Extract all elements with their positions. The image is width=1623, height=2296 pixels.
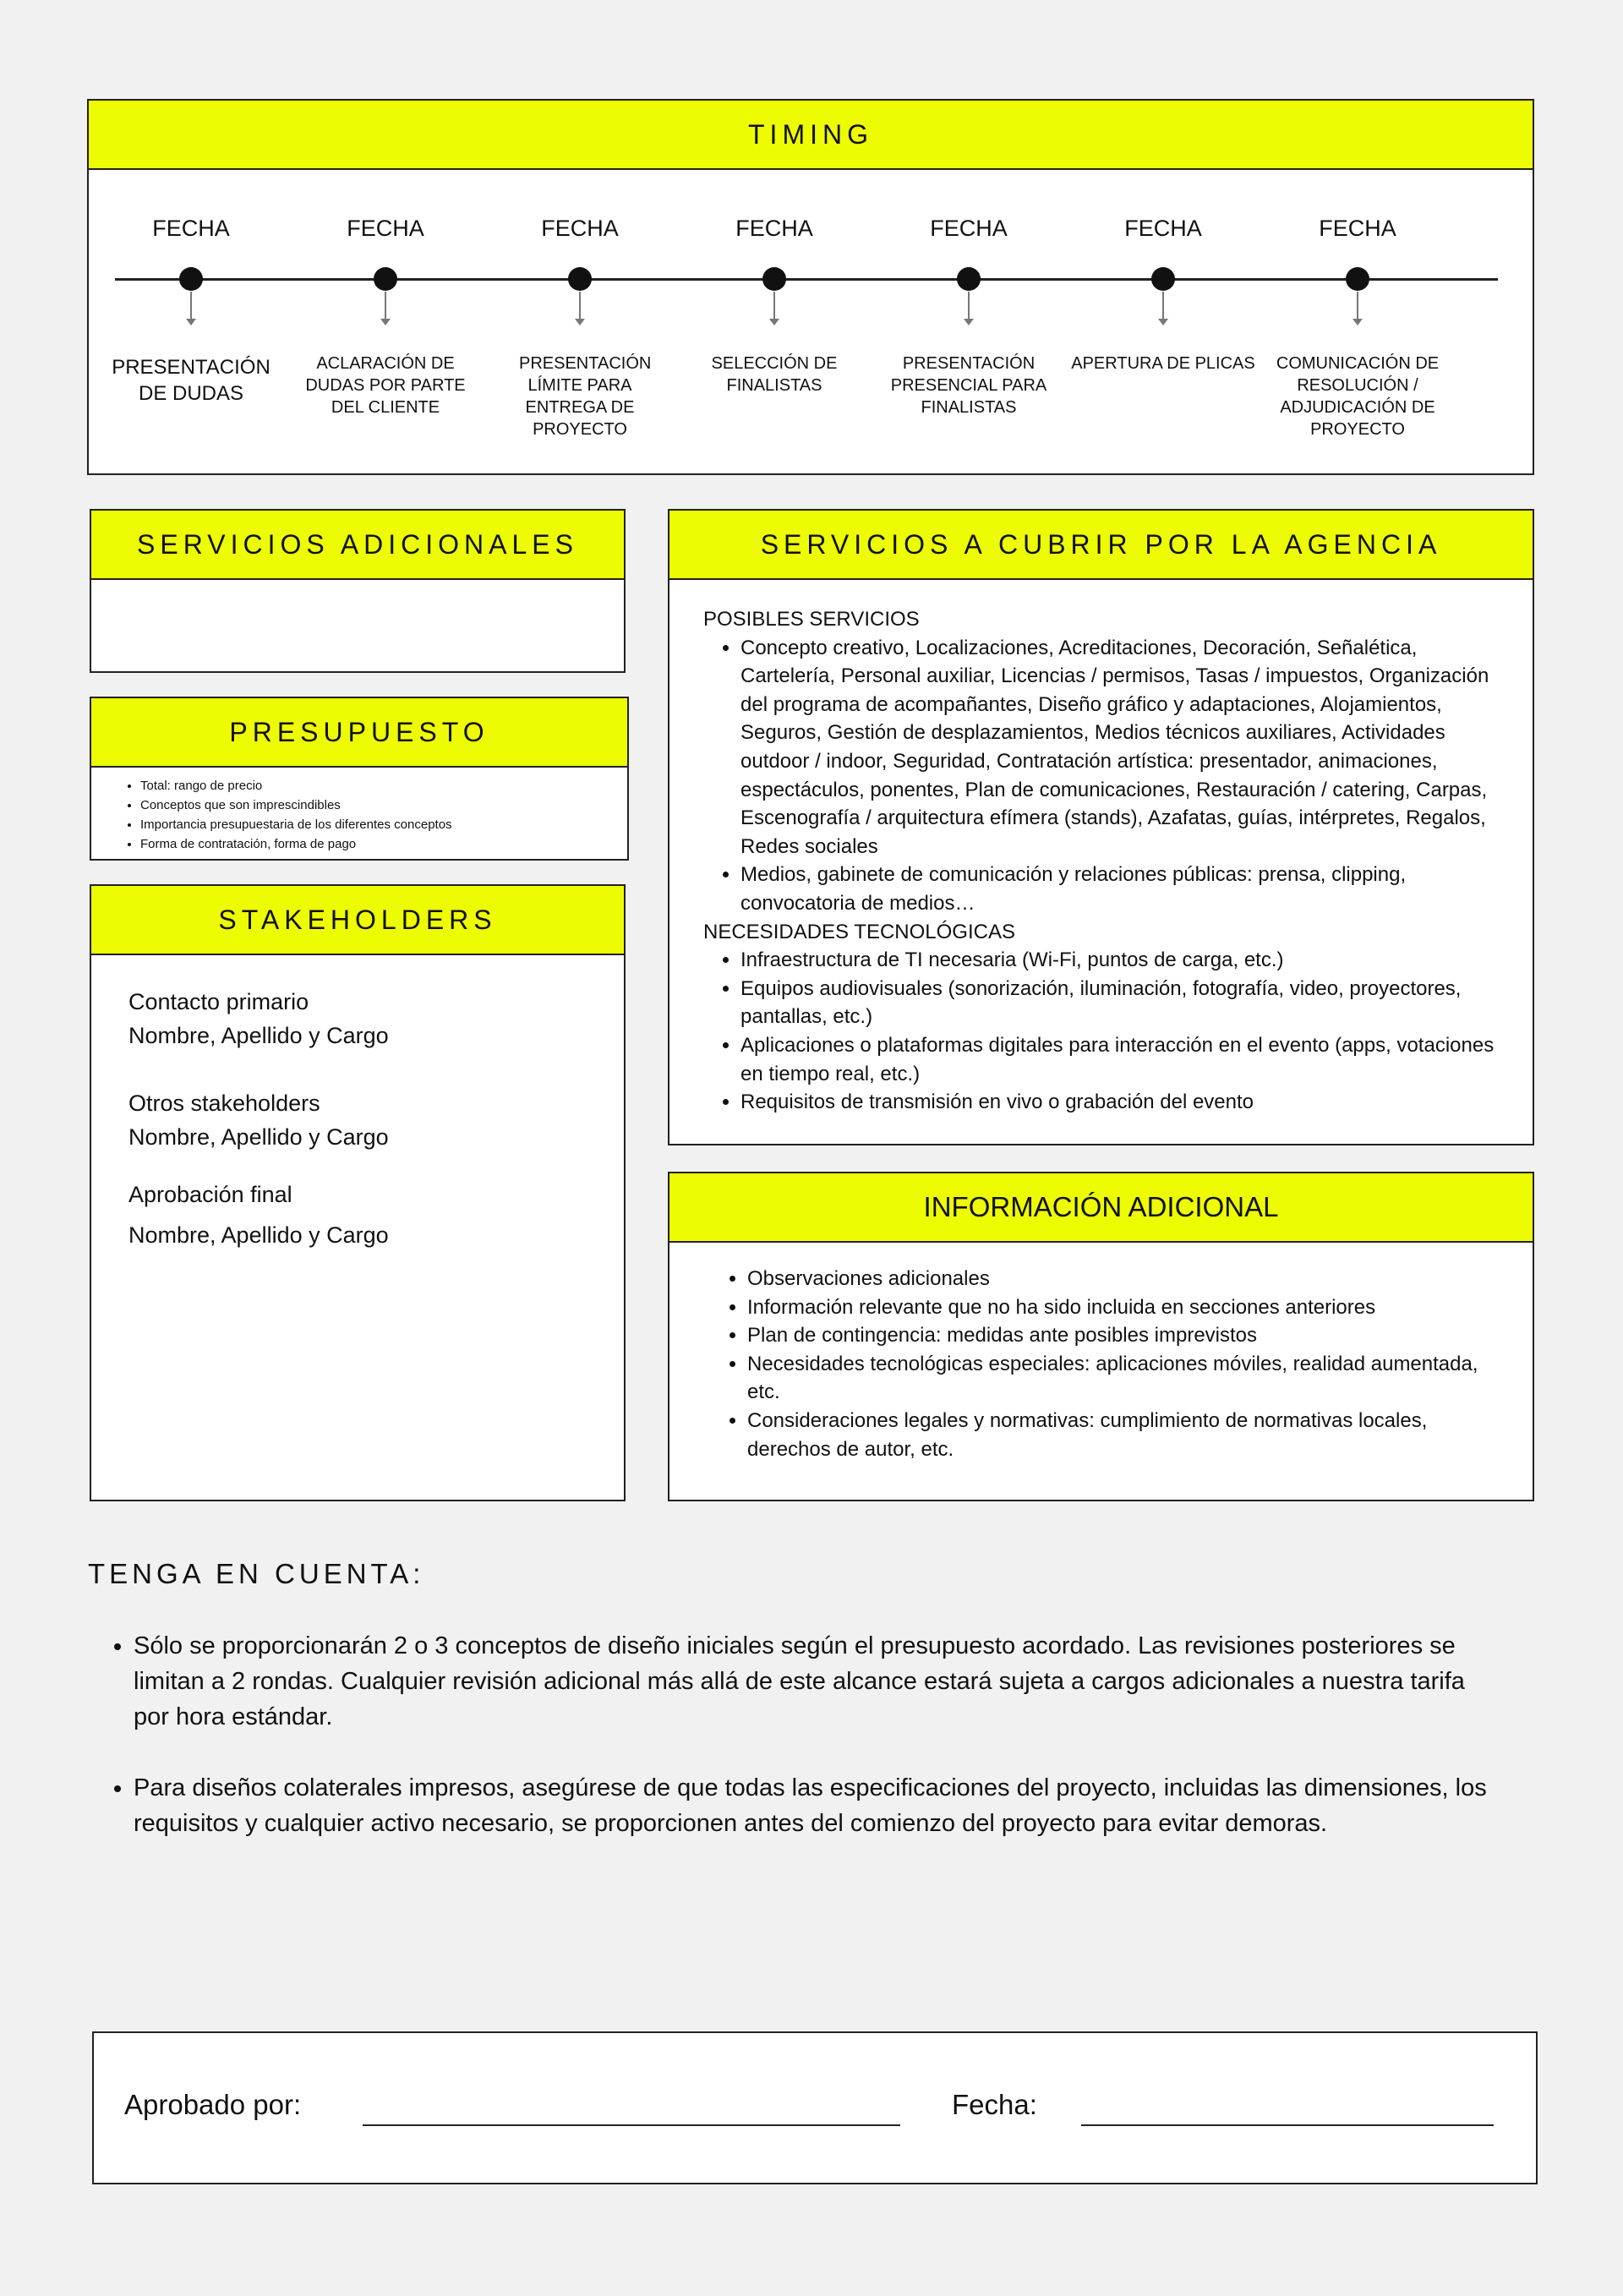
servicios-adicionales-title: SERVICIOS ADICIONALES <box>137 528 578 560</box>
milestone-date: FECHA <box>347 216 424 241</box>
milestone-label: APERTURA DE PLICAS <box>1071 354 1255 373</box>
timing-title: TIMING <box>748 118 873 150</box>
necesidades-tecnologicas-heading: NECESIDADES TECNOLÓGICAS <box>703 920 1015 943</box>
necesidades-tecnologicas-list <box>740 946 1507 1117</box>
approved-by-signature-line[interactable] <box>363 2124 900 2126</box>
list-item: • Aplicaciones o plataformas digitales para interacción en el evento (apps, votaciones en tiempo real, etc.) <box>740 1031 1507 1088</box>
milestone-label: SELECCIÓN DE FINALISTAS <box>711 354 838 395</box>
list-item: • Importancia presupuestaria de los diferentes conceptos <box>140 815 627 834</box>
arrow-down-icon <box>186 319 196 325</box>
list-item: • Plan de contingencia: medidas ante posibles imprevistos <box>747 1321 1507 1350</box>
arrow-down-icon <box>964 319 974 325</box>
list-item: • Forma de contratación, forma de pago <box>140 834 627 854</box>
milestone-date: FECHA <box>541 216 619 241</box>
informacion-adicional-title: INFORMACIÓN ADICIONAL <box>923 1191 1279 1222</box>
milestone-dot-icon <box>374 267 397 291</box>
posibles-servicios-list <box>740 634 1507 918</box>
milestone-dot-icon <box>957 267 981 291</box>
posibles-servicios-heading: POSIBLES SERVICIOS <box>703 608 920 631</box>
milestone-label: ACLARACIÓN DE DUDAS POR PARTE DEL CLIENTE <box>305 354 466 417</box>
list-item: • Observaciones adicionales <box>747 1265 1507 1293</box>
list-item: • Consideraciones legales y normativas: cumplimiento de normativas locales, derechos de autor, etc. <box>747 1407 1507 1463</box>
timing-section <box>87 99 1534 475</box>
list-item: • Equipos audiovisuales (sonorización, iluminación, fotografía, video, proyectores, pantallas, etc.) <box>740 975 1507 1031</box>
arrow-down-icon <box>769 319 779 325</box>
milestone-label: PRESENTACIÓN PRESENCIAL PARA FINALISTAS <box>890 354 1047 417</box>
stakeholders-header <box>91 886 624 955</box>
list-item: • Información relevante que no ha sido incluida en secciones anteriores <box>747 1293 1507 1322</box>
servicios-adicionales-section <box>90 509 626 673</box>
informacion-adicional-section <box>668 1172 1534 1501</box>
milestone-label: COMUNICACIÓN DE RESOLUCIÓN / ADJUDICACIÓN DE PROYECTO <box>1276 354 1440 439</box>
stakeholders-title: STAKEHOLDERS <box>218 904 497 935</box>
informacion-adicional-header <box>669 1173 1533 1243</box>
approved-by-label: Aprobado por: <box>124 2089 302 2120</box>
milestone-dot-icon <box>568 267 592 291</box>
final-approval-label: Aprobación final <box>128 1182 292 1207</box>
timeline-line <box>115 278 1498 281</box>
servicios-agencia-body <box>669 580 1533 1117</box>
list-item: • Infraestructura de TI necesaria (Wi-Fi, puntos de carga, etc.) <box>740 946 1507 975</box>
list-item: • Conceptos que son imprescindibles <box>140 795 627 815</box>
presupuesto-title: PRESUPUESTO <box>229 716 489 747</box>
list-item: • Requisitos de transmisión en vivo o grabación del evento <box>740 1088 1507 1117</box>
presupuesto-section <box>90 697 629 861</box>
approval-section <box>92 2031 1538 2184</box>
primary-contact-label: Contacto primario <box>128 989 309 1014</box>
milestone-label: PRESENTACIÓN LÍMITE PARA ENTREGA DE PROYECTO <box>519 354 652 439</box>
list-item: • Necesidades tecnológicas especiales: aplicaciones móviles, realidad aumentada, etc. <box>747 1350 1507 1407</box>
milestone-date: FECHA <box>1124 216 1202 241</box>
stakeholders-section <box>90 884 626 1501</box>
milestone-date: FECHA <box>152 216 230 241</box>
arrow-down-icon <box>575 319 585 325</box>
notes-title: TENGA EN CUENTA: <box>88 1558 425 1589</box>
list-item: • Concepto creativo, Localizaciones, Acreditaciones, Decoración, Señalética, Cartelería, Personal auxiliar, Licencias / permisos, Tasas / impuestos, Organización del programa de acompañantes, Diseño gráfico y adaptaciones, Alojamientos, Seguros, Gestión de desplazamientos, Medios técnicos auxiliares, Actividades outdoor / indoor, Seguridad, Contratación artística: presentador, animaciones, espectáculos, ponentes, Plan de comunicaciones, Restauración / catering, Carpas, Escenografía / arquitectura efímera (stands), Azafatas, guías, intérpretes, Regalos, Redes sociales <box>740 634 1507 861</box>
milestone-label: PRESENTACIÓN DE DUDAS <box>112 356 270 405</box>
presupuesto-header <box>91 698 627 768</box>
list-item: • Total: rango de precio <box>140 776 627 795</box>
milestone-date: FECHA <box>930 216 1008 241</box>
timing-header <box>89 101 1533 170</box>
servicios-agencia-header <box>669 511 1533 580</box>
notes-list <box>134 1628 1503 1877</box>
informacion-adicional-list <box>747 1265 1507 1463</box>
arrow-down-icon <box>380 319 391 325</box>
other-stakeholders-label: Otros stakeholders <box>128 1091 320 1116</box>
presupuesto-list <box>140 776 627 854</box>
final-approval-value: Nombre, Apellido y Cargo <box>128 1222 389 1248</box>
milestone-dot-icon <box>1151 267 1175 291</box>
servicios-adicionales-header <box>91 511 624 580</box>
list-item: • Medios, gabinete de comunicación y relaciones públicas: prensa, clipping, convocatoria de medios… <box>740 861 1507 917</box>
other-stakeholders-value: Nombre, Apellido y Cargo <box>128 1124 389 1150</box>
servicios-agencia-title: SERVICIOS A CUBRIR POR LA AGENCIA <box>760 528 1442 560</box>
milestone-date: FECHA <box>1319 216 1396 241</box>
approval-date-line[interactable] <box>1081 2124 1494 2126</box>
arrow-down-icon <box>1352 319 1363 325</box>
list-item: • Sólo se proporcionarán 2 o 3 conceptos de diseño iniciales según el presupuesto acordado. Las revisiones posteriores se limitan a 2 rondas. Cualquier revisión adicional más allá de este alcance estará sujeta a cargos adicionales a nuestra tarifa por hora estándar. <box>134 1628 1503 1735</box>
servicios-agencia-section <box>668 509 1534 1145</box>
milestone-dot-icon <box>179 267 203 291</box>
list-item: • Para diseños colaterales impresos, asegúrese de que todas las especificaciones del proyecto, incluidas las dimensiones, los requisitos y cualquier activo necesario, se proporcionen antes del comienzo del proyecto para evitar demoras. <box>134 1770 1503 1841</box>
milestone-dot-icon <box>1346 267 1369 291</box>
arrow-down-icon <box>1158 319 1168 325</box>
approval-date-label: Fecha: <box>952 2089 1037 2120</box>
primary-contact-value: Nombre, Apellido y Cargo <box>128 1023 389 1048</box>
milestone-date: FECHA <box>735 216 813 241</box>
milestone-dot-icon <box>762 267 786 291</box>
